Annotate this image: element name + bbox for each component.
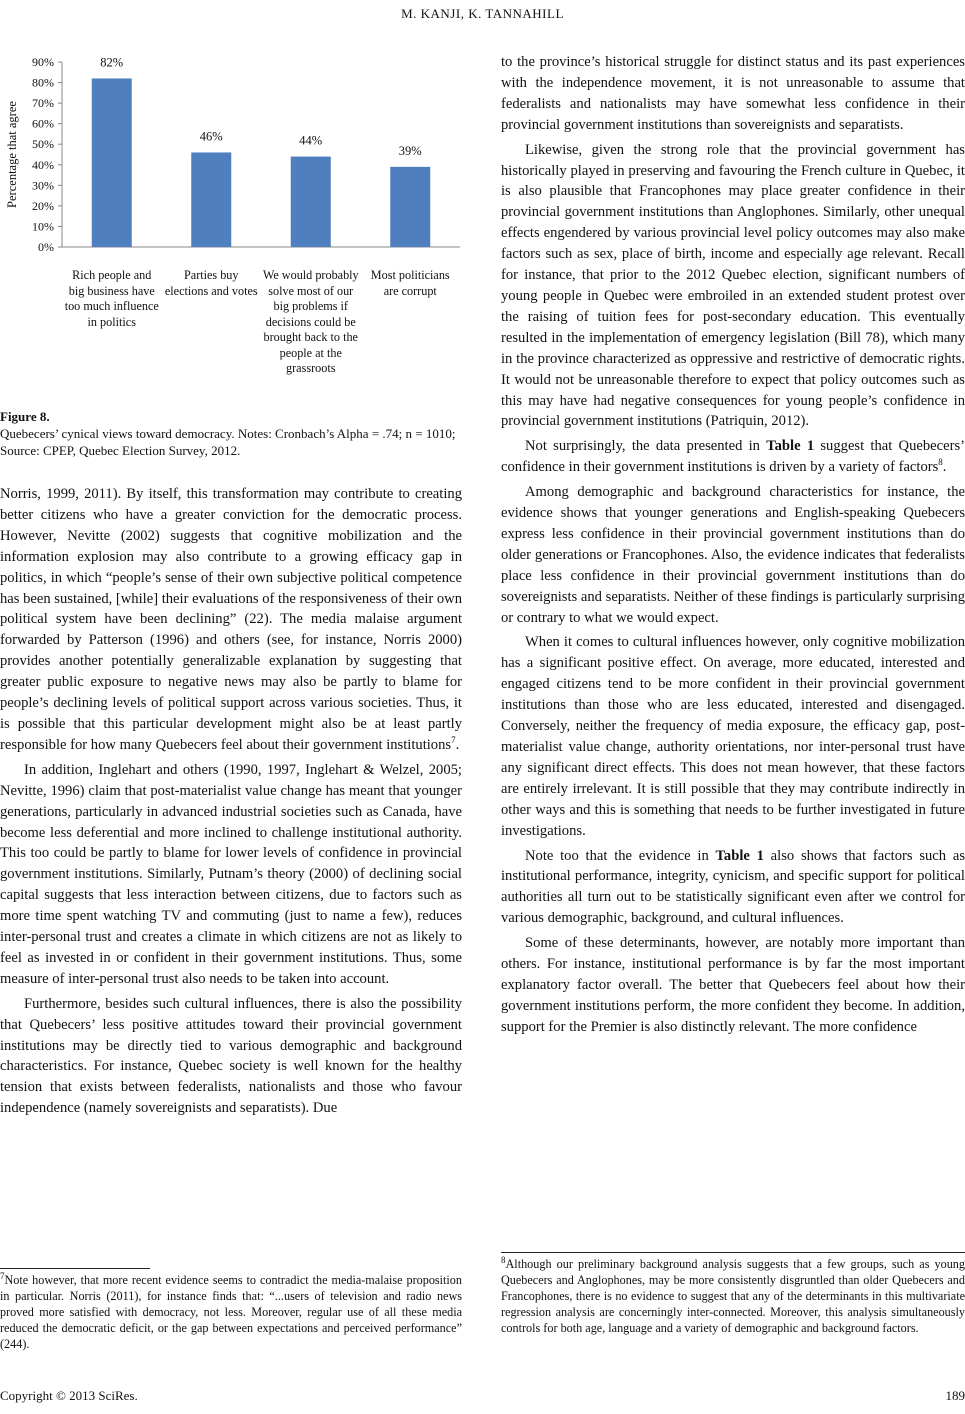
bar xyxy=(390,167,430,247)
bar xyxy=(191,152,231,247)
running-header: M. KANJI, K. TANNAHILL xyxy=(401,6,564,21)
data-label: 39% xyxy=(398,143,422,158)
figure-caption xyxy=(0,408,462,459)
bar-chart-plot xyxy=(0,50,470,270)
paragraph: to the province’s historical struggle for distinct status and its past experiences with the independence movement, it is not unreasonable to assume that federalists and nationalists may have somewhat less confidence in their provincial government institutions than sovereignists and separatists. xyxy=(501,54,965,133)
footnote-rule xyxy=(0,1268,150,1269)
y-tick-label: 10% xyxy=(32,219,54,234)
y-tick-label: 30% xyxy=(32,178,54,193)
footnote-8: $^8$Although our preliminary background analysis suggests that a few groups, such as young Quebecers and Anglophones, may be more consistently disgruntled than older Quebecers and Francophones, there is no evidence to suggest that any of the determinants in this multivariate regression analysis are concerningly inter-connected. Moreover, this analysis simultaneously controls for both age, language and a variety of demographic and background factors. xyxy=(501,1254,965,1336)
x-category-label: Rich people and big business have too much influence in politics xyxy=(64,268,159,329)
data-label: 46% xyxy=(199,129,223,144)
x-category-label: We would probably solve most of our big problems if decisions could be brought back to the people at the grassroots xyxy=(262,268,359,375)
data-label: 44% xyxy=(299,133,323,148)
footnote-mark: 8 xyxy=(501,1254,506,1265)
y-tick-label: 40% xyxy=(32,157,54,172)
figure-caption-text: Quebecers’ cynical views toward democracy. Notes: Cronbach’s Alpha = .74; n = 1010; Source: CPEP, Quebec Election Survey, 2012. xyxy=(0,426,456,458)
figure-8-chart xyxy=(0,50,470,402)
y-axis-label: Percentage that agree xyxy=(5,101,19,208)
y-tick-label: 0% xyxy=(38,240,54,254)
paragraph: Furthermore, besides such cultural influences, there is also the possibility that Quebecers’ less positive attitudes toward their provincial government institutions may be directly tied to various demographic and background characteristics. For instance, Quebec society is well known for the healthy tension that exists between federalists, nationalists and those who favour independence (namely sovereignists and separatists). Due xyxy=(0,995,462,1117)
right-column-body xyxy=(501,52,965,1038)
paragraph: Norris, 1999, 2011). By itself, this transformation may contribute to creating better citizens who have a greater conviction for the democratic process. However, Nevitte (2002) suggests that cognitive mobilization and the information explosion may also contribute to a growing efficacy gap in politics, in which “people’s sense of their own subjective political competence has been sustained, [while] their evaluations of the responsiveness of their own political system have been declining” (22). The media malaise argument forwarded by Patterson (1996) and others (see, for instance, Norris 2000) provides another potentially generalizable explanation by suggesting that greater public exposure to negative news may also be partly to blame for people’s declining levels of political support across various societies. Thus, it is possible that this particular development might also be at least partly responsible for how many Quebecers feel about their government institutions$^7$. xyxy=(0,486,463,753)
paragraph: Likewise, given the strong role that the provincial government has historically played in preserving and favouring the French culture in Quebec, it is also plausible that Francophones may place greater confidence in their provincial government institutions than Anglophones. Similarly, other unequal effects engendered by various provincial level policy outcomes may also make factors such as sex, place of birth, income and especially age relevant. Recall for instance, that prior to the 2012 Quebec election, significant numbers of young people in Quebec were embroiled in an extended student protest over the raising of tuition fees for post-secondary education. This eventually resulted in the implementation of emergency legislation (Bill 78), which many in the province characterized as oppressive and restrictive of democratic rights. It would not be unreasonable therefore to expect that policy outcomes such as this may have had negative consequences for young people’s confidence in provincial government institutions (Patriquin, 2012). xyxy=(501,141,965,430)
footnote-mark: 7 xyxy=(0,1270,5,1281)
paragraph: Note too that the evidence in Table 1 also shows that factors such as institutional performance, integrity, cynicism, and specific support for political authorities all turn out to be statistically significant even after we control for various demographic, background, and cultural influences. xyxy=(501,847,965,927)
y-tick-label: 60% xyxy=(32,116,54,131)
y-tick-label: 90% xyxy=(32,55,54,69)
footnote-7: $^7$Note however, that more recent evidence seems to contradict the media-malaise proposition in particular. Norris (2011), for instance finds that: “...users of television and radio news proved more satisfied with democracy, not less. Moreover, regular use of all these media reduced the democratic deficit, or the gap between expectations and perceived performance” (244). xyxy=(0,1270,462,1352)
y-tick-label: 20% xyxy=(32,198,54,213)
paragraph: In addition, Inglehart and others (1990, 1997, Inglehart & Welzel, 2005; Nevitte, 1996) claim that post-materialist value change has meant that younger generations, particularly in advanced industrial societies such as Canada, have become less deferential and more inclined to challenge institutional authority. This too could be partly to blame for lower levels of confidence in provincial government institutions. Similarly, Putnam’s theory (2000) of declining social capital suggests that less interaction between citizens, due to factors such as more time spent watching TV and commuting (just to name a few), reduces inter-personal trust and creates a climate in which citizens are not as likely to feel as invested in or confident in their government institutions. Thus, some measure of inter-personal trust also needs to be taken into account. xyxy=(0,761,462,987)
y-tick-label: 80% xyxy=(32,75,54,90)
copyright-notice: Copyright © 2013 SciRes. xyxy=(0,1388,138,1403)
page-number: 189 xyxy=(945,1388,965,1403)
footnote-rule xyxy=(501,1252,965,1253)
bar xyxy=(291,157,331,247)
x-category-label: Parties buy elections and votes xyxy=(164,268,258,298)
paragraph: Among demographic and background characteristics for instance, the evidence shows that younger generations and English-speaking Quebecers express less confidence in their provincial government institutions than do older generations or Francophones. Also, the evidence indicates that federalists place less confidence in their provincial government institutions than do sovereignists and separatists. Neither of these findings is particularly surprising or contrary to what we would expect. xyxy=(501,484,965,626)
figure-label: Figure 8. xyxy=(0,409,50,424)
bar xyxy=(92,78,132,247)
y-tick-label: 70% xyxy=(32,96,54,111)
x-category-label: Most politicians are corrupt xyxy=(370,268,450,298)
data-label: 82% xyxy=(100,55,124,70)
paragraph: Not surprisingly, the data presented in Table 1 suggest that Quebecers’ confidence in their government institutions is driven by a variety of factors$^8$. xyxy=(501,438,965,476)
y-tick-label: 50% xyxy=(32,137,54,152)
paragraph: When it comes to cultural influences however, only cognitive mobilization has a significant positive effect. On average, more educated, interested and engaged citizens tend to be more confident in their provincial government institutions than those who are less educated, interested and disengaged. Conversely, neither the frequency of media exposure, the efficacy gap, post-materialist value change, authority orientations, nor inter-personal trust have any significant direct effects. This does not mean however, that these factors are entirely irrelevant. It is still possible that they may contribute indirectly in other ways and this is something that needs to be further investigated in future investigations. xyxy=(501,634,965,839)
paragraph: Some of these determinants, however, are notably more important than others. For instance, institutional performance is by far the most important explanatory factor overall. The better that Quebecers feel about how their government institutions perform, the more confident they become. In addition, support for the Premier is also distinctly relevant. The more confidence xyxy=(501,935,965,1035)
left-column-body xyxy=(0,484,462,1119)
